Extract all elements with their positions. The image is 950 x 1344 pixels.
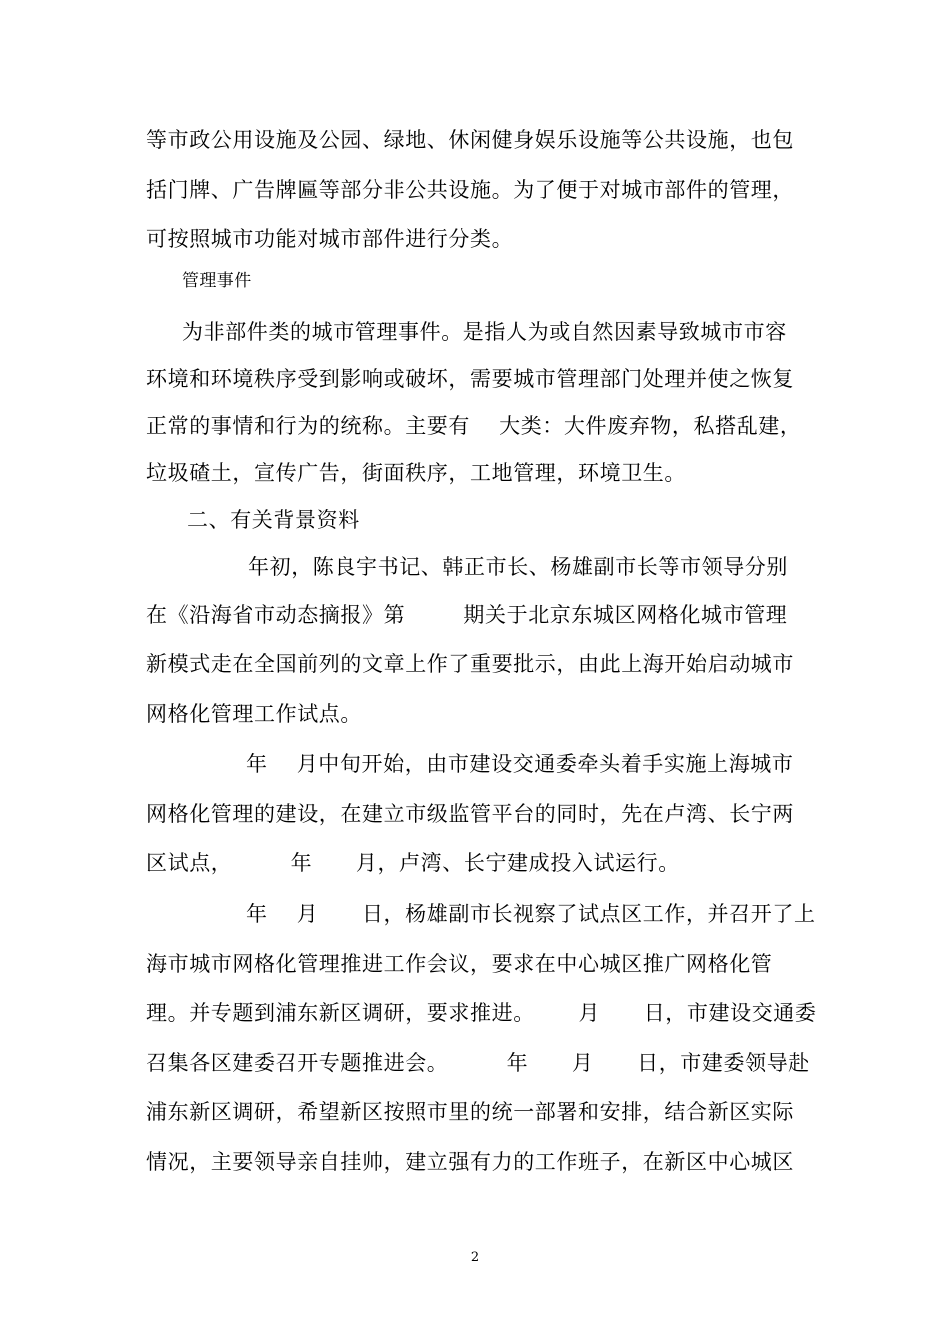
body-text-line: 年 月 日，杨雄副市长视察了试点区工作，并召开了上	[246, 902, 816, 926]
body-text-line: 召集各区建委召开专题推进会。 年 月 日，市建委领导赴	[146, 1051, 810, 1075]
body-text-line: 为非部件类的城市管理事件。是指人为或自然因素导致城市市容	[182, 320, 787, 344]
body-text-line: 年初，陈良宇书记、韩正市长、杨雄副市长等市领导分别	[248, 555, 788, 579]
section-heading: 管理事件	[182, 271, 252, 291]
body-text-line: 括门牌、广告牌匾等部分非公共设施。为了便于对城市部件的管理，	[146, 178, 794, 202]
body-text-line: 海市城市网格化管理推进工作会议，要求在中心城区推广网格化管	[146, 952, 773, 976]
body-text-line: 环境和环境秩序受到影响或破坏，需要城市管理部门处理并使之恢复	[146, 367, 794, 391]
body-text-line: 区试点， 年 月，卢湾、长宁建成投入试运行。	[146, 851, 680, 875]
body-text-line: 垃圾碴土，宣传广告，街面秩序，工地管理，环境卫生。	[146, 461, 686, 485]
body-text-line: 年 月中旬开始，由市建设交通委牵头着手实施上海城市	[246, 752, 794, 776]
page-number: 2	[470, 1250, 480, 1265]
body-text-line: 理。并专题到浦东新区调研，要求推进。 月 日，市建设交通委	[146, 1001, 817, 1025]
body-text-line: 网格化管理工作试点。	[146, 702, 362, 726]
body-text-line: 可按照城市功能对城市部件进行分类。	[146, 227, 514, 251]
body-text-line: 新模式走在全国前列的文章上作了重要批示，由此上海开始启动城市	[146, 652, 794, 676]
body-text-line: 浦东新区调研，希望新区按照市里的统一部署和安排，结合新区实际	[146, 1100, 794, 1124]
body-text-line: 网格化管理的建设，在建立市级监管平台的同时，先在卢湾、长宁两	[146, 802, 794, 826]
section-heading: 二、有关背景资料	[187, 508, 360, 532]
body-text-line: 正常的事情和行为的统称。主要有 大类：大件废弃物，私搭乱建，	[146, 414, 802, 438]
body-text-line: 在《沿海省市动态摘报》第 期关于北京东城区网格化城市管理	[146, 603, 788, 627]
body-text-line: 等市政公用设施及公园、绿地、休闲健身娱乐设施等公共设施，也包	[146, 128, 794, 152]
body-text-line: 情况，主要领导亲自挂帅，建立强有力的工作班子，在新区中心城区	[146, 1150, 794, 1174]
